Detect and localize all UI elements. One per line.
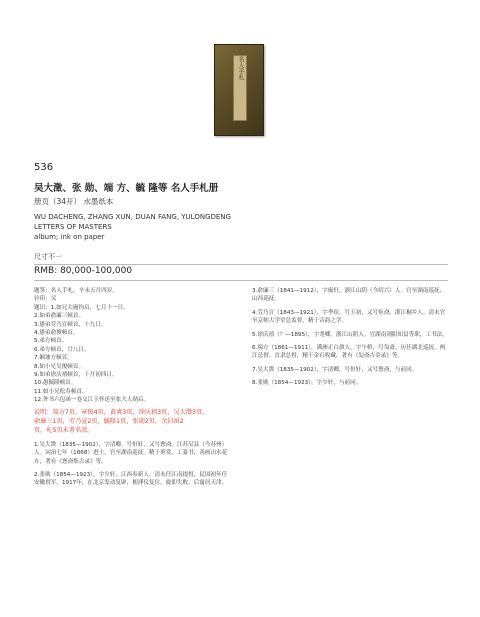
divider-bottom xyxy=(34,280,448,281)
note-line: 2.如弟俞廉三顿首。 xyxy=(34,313,85,320)
note-line: 3.愚弟劳乃宣顿首，十九日。 xyxy=(34,321,107,328)
biography-paragraph: 7.吴大澂（1835—1902），字清卿，号恒轩，又号愙斋，与前同。 xyxy=(252,366,418,373)
right-column xyxy=(252,287,448,393)
biography-paragraph: 6.端方（1861—1911），满洲正白旗人，字午桥，号匋斋。历任湖北巡抚、两江总督、直隶总督，精于金石收藏，著有《匋斋吉金录》等。 xyxy=(252,345,446,360)
red-note-line: 页，札5页未署名款。 xyxy=(34,426,94,434)
note-line: 题识：1.如兄大庵钧启，七月十一日。 xyxy=(34,304,129,311)
biography-paragraph: 8.张勋（1854—1923），字少轩，与前同。 xyxy=(252,380,362,387)
biography-paragraph: 1.吴大澂（1835—1902），字清卿，号恒轩，又号愙斋，江苏吴县（今苏州）人。同治七年（1868）进士，官至湖南巡抚。精于鉴赏，工篆书，善画山水花卉，著有《愙斋集古录》等。 xyxy=(34,441,228,465)
red-note-line: 俞廉三1页，劳乃宣2页，毓隆1页，张勋2页，余封函2 xyxy=(34,417,184,425)
lot-number: 536 xyxy=(34,162,54,173)
note-line: 钤印：吴 xyxy=(34,296,57,303)
biography-paragraph: 3.俞廉三（1841—1912），字廙轩，浙江山阴（今绍兴）人。官至湖南巡抚、山西巡抚。 xyxy=(252,288,446,303)
english-artists: WU DACHENG, ZHANG XUN, DUAN FANG, YULONGDENG xyxy=(34,213,231,221)
biography-paragraph: 4.劳乃宣（1843—1921），字季瑄，号玉初，又号矩斋，浙江桐乡人。清末官至京师大学堂总监督，精于音韵之学。 xyxy=(252,309,446,325)
english-medium: album; ink on paper xyxy=(34,233,105,241)
lot-english-description xyxy=(34,212,231,242)
note-line: 4.愚弟俞俊顿首。 xyxy=(34,330,79,337)
note-line: 6.弟方顿首，廿八日。 xyxy=(34,346,90,353)
inscription-notes xyxy=(34,287,230,405)
red-note-line: 说明：端方7页，章俊4页，黄爽3页，徐庆禧3页，吴大澂3页， xyxy=(34,408,209,416)
biography-paragraph: 2.张勋（1854—1923），字少轩，江西奉新人。清末任江南提督，民国初年任安徽督军。1917年，在北京发动复辟，拥溥仪复位，旋即失败，后寓居天津。 xyxy=(34,471,228,487)
left-column xyxy=(34,287,230,493)
lot-size: 尺寸不一 xyxy=(34,253,62,261)
note-line: 12.外书六包函一卷交江玉怀送至张大人勋启。 xyxy=(34,397,150,404)
artwork-photo xyxy=(214,44,264,136)
lot-medium: 册页（34开） 水墨纸本 xyxy=(34,197,114,206)
note-line: 9.如弟徐庆禧顿首，十月初四日。 xyxy=(34,372,118,379)
note-line: 8.如小兄吴俊顿首。 xyxy=(34,363,85,370)
album-title-label xyxy=(233,55,247,121)
biography-paragraph: 5.徐庆禧（？—1895），字尧卿，浙江山阴人。官湖南浏阳知县等职，工书法。 xyxy=(252,331,448,338)
english-title: LETTERS OF MASTERS xyxy=(34,223,112,231)
lot-title: 吴大澂、张 勋、端 方、毓 隆等 名人手札册 xyxy=(34,183,219,194)
divider-top xyxy=(34,264,448,265)
note-line: 11.如小兄松寿顿首。 xyxy=(34,388,88,395)
lot-estimate: RMB: 80,000-100,000 xyxy=(34,266,133,276)
note-line: 题签：名人手札，辛未五月四岁。 xyxy=(34,288,118,294)
album-title-label-text: 名人手札 xyxy=(237,56,244,80)
note-line: 5.弟方顿首。 xyxy=(34,338,68,345)
page-count-note xyxy=(34,408,230,435)
note-line: 7.姻兼方顿首。 xyxy=(34,355,73,362)
note-line: 10.愚毓隆顿首。 xyxy=(34,380,77,387)
